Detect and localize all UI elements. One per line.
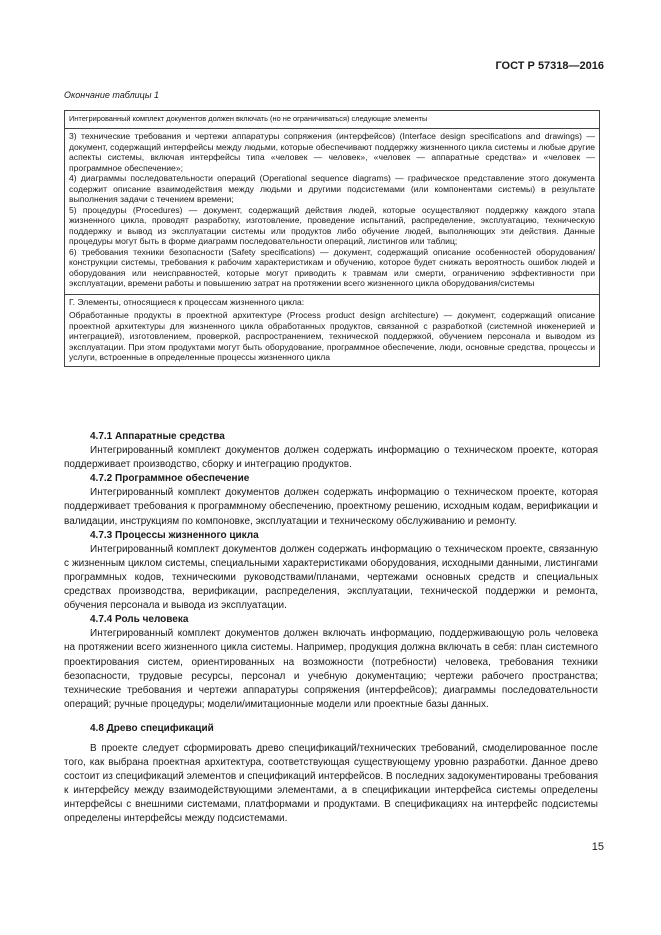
table-item-6: 6) требования техники безопасности (Safety specifications) — документ, содержащий описание особенностей оборудования/конструкции системы, требования к рабочим характеристикам и обучению, которое будет снижать вероятность ошибок людей и оборудования или неисправностей, которые могут приводить к травмам или смерти, ограничению эффективности при эксплуатации, времени работы и повышению затрат на протяжении всего жизненного цикла оборудования/системы — [69, 246, 595, 288]
section-4-8-text: В проекте следует сформировать древо спецификаций/технических требований, смоделированное после того, как выбрана проектная архитектура, соответствующая существующему уровню разработки. Данное древо состоит из спецификаций элементов и спецификаций интерфейсов. В последних задокументированы требования к интерфейсу между взаимодействующими элементами, а в спецификации интерфейса системы определены интерфейсы с внешними системами, платформами и продуктами. В спецификациях на интерфейс подсистемы определены интерфейсы между подсистемами. — [64, 742, 598, 825]
table-item-process-products: Обработанные продукты в проектной архитектуре (Process product design architecture) — документ, содержащий описание проектной архитектуры для жизненного цикла обработанных продуктов, связанной с разработкой (системной инженерией и интеграцией), изготовлением, проверкой, распространением, технической поддержкой, обучением персонала и выводом из эксплуатации. При этом продуктами могут быть оборудование, программное обеспечение, люди, основные средства, процессы и услуги, встроенные в определенные процессы жизненного цикла — [69, 310, 595, 362]
body-text — [64, 430, 598, 827]
section-4-8-title: 4.8 Древо спецификаций — [90, 722, 214, 734]
table-group-title: Г. Элементы, относящиеся к процессам жизненного цикла: — [69, 296, 305, 307]
requirements-table — [64, 110, 600, 367]
section-4-7-2-title: 4.7.2 Программное обеспечение — [90, 473, 250, 485]
table-item-4: 4) диаграммы последовательности операций (Operational sequence diagrams) — графическое представление этого документа содержит описание взаимодействия между людьми и другими подсистемами (или компонентами системы) в результате выполнения задачи с течением времени; — [69, 173, 595, 204]
table-item-3: 3) технические требования и чертежи аппаратуры сопряжения (интерфейсов) (Interface design specifications and drawings) — документ, содержащий интерфейсы между людьми, которые обеспечивают поддержку жизненного цикла системы и любые другие аспекты системы, включая интерфейсы типа «человек — человек», «человек — аппаратные средства» и «человек — программное обеспечение»; — [69, 131, 595, 173]
page-number: 15 — [591, 841, 604, 853]
section-4-7-4-title: 4.7.4 Роль человека — [90, 614, 189, 626]
section-4-7-3-title: 4.7.3 Процессы жизненного цикла — [90, 529, 259, 541]
section-4-7-2-text: Интегрированный комплект документов должен содержать информацию о техническом проекте, которая поддерживает требования к программному обеспечению, проектному решению, исходным кодам, верификации и валидации, инструкциям по компоновке, эксплуатации и техническому обслуживанию и ремонту. — [64, 487, 598, 527]
section-4-7-1-text: Интегрированный комплект документов должен содержать информацию о техническом проекте, которая поддерживает производство, сборку и интеграцию продуктов. — [64, 445, 598, 471]
document-code: ГОСТ Р 57318—2016 — [495, 60, 604, 72]
section-4-7-4-text: Интегрированный комплект документов должен включать информацию, поддерживающую роль человека на протяжении всего жизненного цикла системы. Например, продукция должна включать в себя: план системного проектирования систем, ориентированных на возможности (потребности) человека, требования техники безопасности, трудовые ресурсы, персонал и учебную документацию; чертежи рабочего пространства; технические требования и чертежи аппаратуры сопряжения (интерфейсов); диаграммы последовательности операций; ручные процедуры; модели/имитационные модели или проектные базы данных. — [64, 628, 598, 710]
table-caption: Окончание таблицы 1 — [64, 90, 159, 100]
table-header: Интегрированный комплект документов должен включать (но не ограничиваться) следующие элементы — [65, 111, 599, 129]
table-row — [65, 129, 599, 294]
section-4-7-1-title: 4.7.1 Аппаратные средства — [90, 431, 225, 442]
section-4-7-3-text: Интегрированный комплект документов должен содержать информацию о техническом проекте, связанную с жизненным циклом системы, специальными характеристиками оборудования, исходными данными, листингами программных кодов, техническими руководствами/планами, чертежами основных средств и специальных средствах производства, верификации, распределения, эксплуатации, технической поддержки и ремонта, обучения персонала и вывода из эксплуатации. — [64, 543, 598, 612]
table-row — [65, 294, 599, 366]
table-item-5: 5) процедуры (Procedures) — документ, содержащий действия людей, которые осуществляют поддержку каждого этапа жизненного цикла, проводят разработку, изготовление, проведение испытаний, распределение, эксплуатацию, техническую поддержку и вывод из эксплуатации системы или продуктов либо обучение людей, выполняющих эти действия. Данные процедуры могут быть в форме диаграмм последовательности операций, листингов или таблиц; — [69, 204, 595, 246]
